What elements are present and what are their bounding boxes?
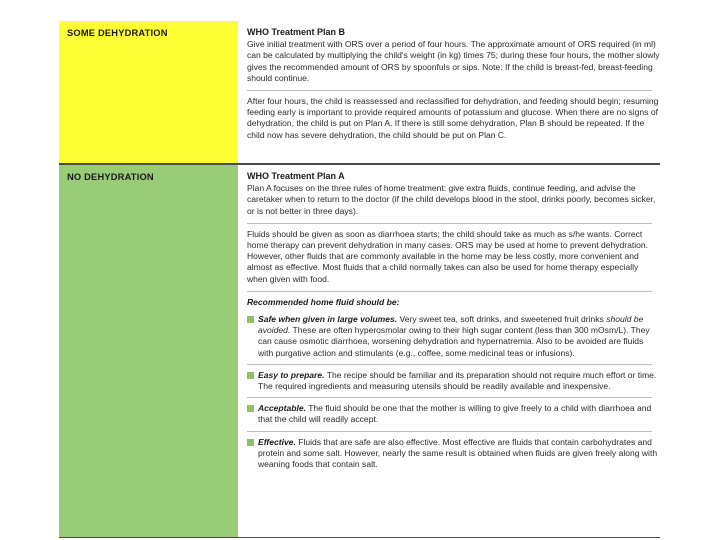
bullet-square-icon (247, 405, 254, 412)
criterion-lead: Acceptable. (258, 403, 306, 414)
criterion-text: These are often hyperosmolar owing to their high sugar content (less than 300 mOsm/L). They can cause osmotic diarrhoea, worsening dehydration and hypernatremia. Also to be avoided are fluids with purgative action and stimulants (e.g., coffee, some medicinal teas or infusions). (258, 325, 650, 358)
dehydration-treatment-table (59, 21, 660, 538)
plan-a-paragraph: Plan A focuses on the three rules of home treatment: give extra fluids, continue feeding, and advise the caretaker when to return to the doctor (if the child develops blood in the stool, drinks poorly, becomes sicker, or is not better in three days). (247, 183, 656, 216)
divider (247, 364, 652, 365)
home-fluid-subheading: Recommended home fluid should be: (247, 296, 400, 307)
criterion-text: Fluids that are safe are also effective. Most effective are fluids that contain carbohydrates and protein and some salt. However, nearly the same result is obtained when fluids are given freely along with weaning foods that contain salt. (258, 436, 658, 470)
divider (247, 90, 652, 91)
row-no-dehydration (59, 164, 660, 538)
plan-b-content (238, 21, 660, 164)
plan-b-paragraph: Give initial treatment with ORS over a period of four hours. The approximate amount of ORS required (in ml) can be calculated by multiplying the child's weight (in kg) times 75; during these four hours, the mother slowly gives the recommended amount of ORS by spoonfuls or sips. Note: If the child is breast-fed, breast-feeding should continue. (247, 39, 660, 83)
divider (247, 291, 652, 292)
criterion-text: The fluid should be one that the mother is willing to give freely to a child with diarrhoea and that the child will readily accept. (258, 403, 652, 425)
classification-label-no-dehydration: NO DEHYDRATION (59, 165, 238, 537)
bullet-square-icon (247, 372, 254, 379)
plan-b-title: WHO Treatment Plan B (247, 27, 346, 37)
row-some-dehydration (59, 21, 660, 164)
divider (247, 431, 652, 432)
home-fluid-criterion (247, 403, 660, 425)
plan-a-paragraph: Fluids should be given as soon as diarrhoea starts; the child should take as much as s/he wants. Correct home therapy can prevent dehydration in many cases. ORS may be used at home to prevent dehydration. However, other fluids that are commonly available in the home may be less costly, more convenient and almost as effective. Most fluids that a child normally takes can also be used for home therapy especially when given with food. (247, 228, 648, 284)
home-fluid-criterion (247, 314, 660, 359)
divider (247, 397, 652, 398)
divider (247, 223, 652, 224)
criterion-lead: Effective. (258, 436, 296, 447)
classification-label-some-dehydration: SOME DEHYDRATION (59, 21, 238, 164)
plan-b-paragraph: After four hours, the child is reassessed and reclassified for dehydration, and feeding should begin; resuming feeding early is important to provide required amounts of potassium and glucose. When there are no signs of dehydration, the child is put on Plan A. If there is still some dehydration, Plan B should be repeated. If the child now has severe dehydration, the child should be put on Plan C. (247, 96, 659, 140)
criterion-lead: Easy to prepare. (258, 369, 325, 380)
bullet-square-icon (247, 439, 254, 446)
plan-a-title: WHO Treatment Plan A (247, 171, 345, 181)
criterion-text: Very sweet tea, soft drinks, and sweetened fruit drinks (397, 314, 607, 325)
home-fluid-criterion (247, 437, 660, 471)
home-fluid-criterion (247, 370, 660, 392)
criterion-lead: Safe when given in large volumes. (258, 314, 398, 325)
bullet-square-icon (247, 316, 254, 323)
plan-a-content (238, 165, 660, 537)
criterion-emphasis: should be avoided. (258, 314, 644, 336)
criterion-text: The recipe should be familiar and its preparation should not require much effort or time. The required ingredients and measuring utensils should be readily available and inexpensive. (258, 369, 657, 392)
